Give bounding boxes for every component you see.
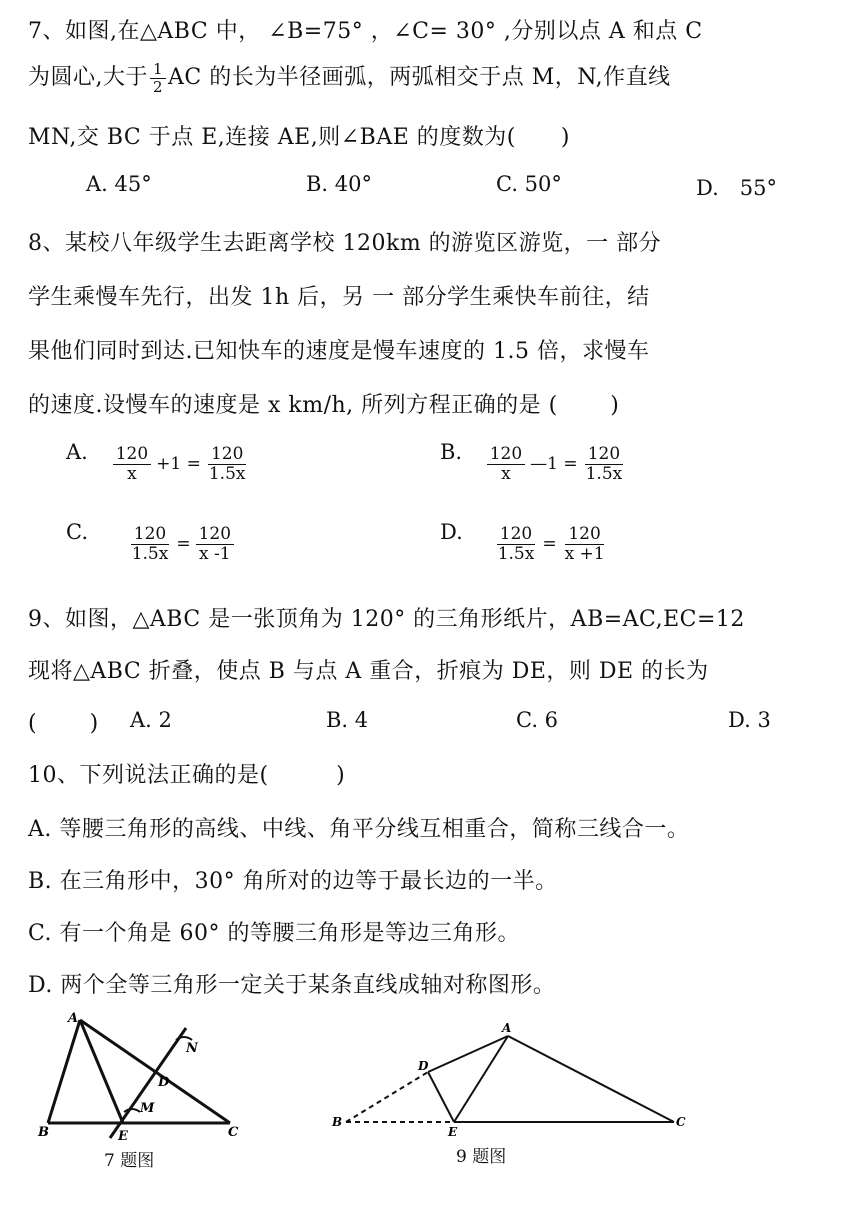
denominator: 1.5x — [208, 463, 246, 484]
q9-option-a: A. 2 — [130, 708, 172, 732]
label-a: A — [68, 1011, 79, 1026]
q7-line1: 7、如图,在△ABC 中， ∠B=75° ，∠C= 30° ,分别以点 A 和点 C — [28, 19, 703, 44]
q9-line2: 现将△ABC 折叠，使点 B 与点 A 重合，折痕为 DE，则 DE 的长为 — [28, 659, 709, 684]
numerator: 120 — [196, 525, 234, 545]
q7-option-c: C. 50° — [496, 172, 562, 196]
q9-option-c: C. 6 — [516, 708, 559, 732]
figure-9-caption: 9 题图 — [456, 1147, 507, 1167]
fraction — [113, 445, 151, 483]
operator: —1 = — [530, 454, 578, 475]
segment-de — [428, 1072, 454, 1122]
fraction — [196, 525, 234, 563]
figure-7 — [28, 1008, 258, 1148]
q8-line4: 的速度.设慢车的速度是 x km/h, 所列方程正确的是 ( ) — [28, 393, 620, 418]
fraction — [583, 445, 626, 483]
side-ab — [48, 1020, 80, 1123]
numerator: 120 — [208, 445, 246, 465]
q8-option-c — [66, 520, 236, 563]
q7-option-a: A. 45° — [86, 172, 152, 196]
fraction — [487, 445, 525, 483]
figure-9 — [330, 1018, 690, 1138]
label-a: A — [502, 1021, 512, 1035]
q10-option-b: B. 在三角形中，30° 角所对的边等于最长边的一半。 — [28, 869, 558, 894]
denominator: x — [127, 463, 137, 484]
q8-option-d — [440, 520, 610, 563]
half-fraction — [150, 61, 166, 95]
option-label: D. — [440, 520, 463, 544]
q8-line1: 8、某校八年级学生去距离学校 120km 的游览区游览，一 部分 — [28, 231, 662, 256]
q7-option-d: D. 55° — [696, 176, 777, 200]
q7-line2-pre: 为圆心,大于 — [28, 65, 148, 90]
label-b: B — [332, 1115, 343, 1129]
q7-line2-post: AC 的长为半径画弧，两弧相交于点 M，N,作直线 — [168, 65, 671, 90]
label-b: B — [38, 1125, 49, 1140]
fraction — [562, 525, 608, 563]
numerator: 120 — [565, 525, 603, 545]
q10-option-d: D. 两个全等三角形一定关于某条直线成轴对称图形。 — [28, 973, 556, 998]
label-d: D — [418, 1059, 429, 1073]
option-label: B. — [440, 440, 463, 464]
label-n: N — [186, 1041, 198, 1056]
q10-option-a: A. 等腰三角形的高线、中线、角平分线互相重合，简称三线合一。 — [28, 817, 690, 842]
segment-ac — [508, 1036, 674, 1122]
arc-n — [176, 1037, 192, 1040]
label-e: E — [118, 1129, 128, 1144]
numerator: 120 — [487, 445, 525, 465]
q10-option-c: C. 有一个角是 60° 的等腰三角形是等边三角形。 — [28, 921, 521, 946]
q8-line3: 果他们同时到达.已知快车的速度是慢车速度的 1.5 倍，求慢车 — [28, 339, 650, 364]
arc-m — [124, 1109, 140, 1112]
label-e: E — [448, 1125, 458, 1138]
q9-paren: ( ) — [28, 711, 99, 736]
fraction — [129, 525, 172, 563]
q8-option-b — [440, 440, 627, 483]
operator: = — [176, 534, 191, 555]
fraction — [206, 445, 249, 483]
denominator: x -1 — [199, 543, 231, 564]
q7-option-b: B. 40° — [306, 172, 373, 196]
numerator: 120 — [585, 445, 623, 465]
q10-stem: 10、下列说法正确的是( ) — [28, 763, 346, 788]
q7-line2 — [28, 60, 671, 95]
q9-option-d: D. 3 — [728, 708, 771, 732]
q8-option-a — [66, 440, 250, 483]
numerator: 120 — [113, 445, 151, 465]
numerator: 120 — [131, 525, 169, 545]
denominator: 1.5x — [497, 543, 535, 564]
label-d: D — [158, 1075, 170, 1090]
denominator: x +1 — [564, 543, 605, 564]
q9-option-b: B. 4 — [326, 708, 369, 732]
label-c: C — [228, 1125, 239, 1140]
operator: +1 = — [156, 454, 201, 475]
q8-line2: 学生乘慢车先行，出发 1h 后，另 一 部分学生乘快车前往，结 — [28, 285, 650, 310]
q9-line1: 9、如图，△ABC 是一张顶角为 120° 的三角形纸片，AB=AC,EC=12 — [28, 607, 745, 632]
option-label: A. — [66, 440, 88, 464]
option-label: C. — [66, 520, 88, 544]
figure-7-caption: 7 题图 — [104, 1151, 155, 1171]
denominator: x — [501, 463, 511, 484]
denominator: 1.5x — [585, 463, 623, 484]
label-m: M — [140, 1101, 155, 1116]
half-denominator: 2 — [153, 77, 164, 96]
operator: = — [542, 534, 557, 555]
label-c: C — [676, 1115, 686, 1129]
fraction — [495, 525, 538, 563]
numerator: 120 — [497, 525, 535, 545]
dashed-bd — [346, 1072, 428, 1122]
half-numerator: 1 — [150, 61, 166, 79]
q7-line3: MN,交 BC 于点 E,连接 AE,则∠BAE 的度数为( ) — [28, 125, 570, 150]
denominator: 1.5x — [131, 543, 169, 564]
